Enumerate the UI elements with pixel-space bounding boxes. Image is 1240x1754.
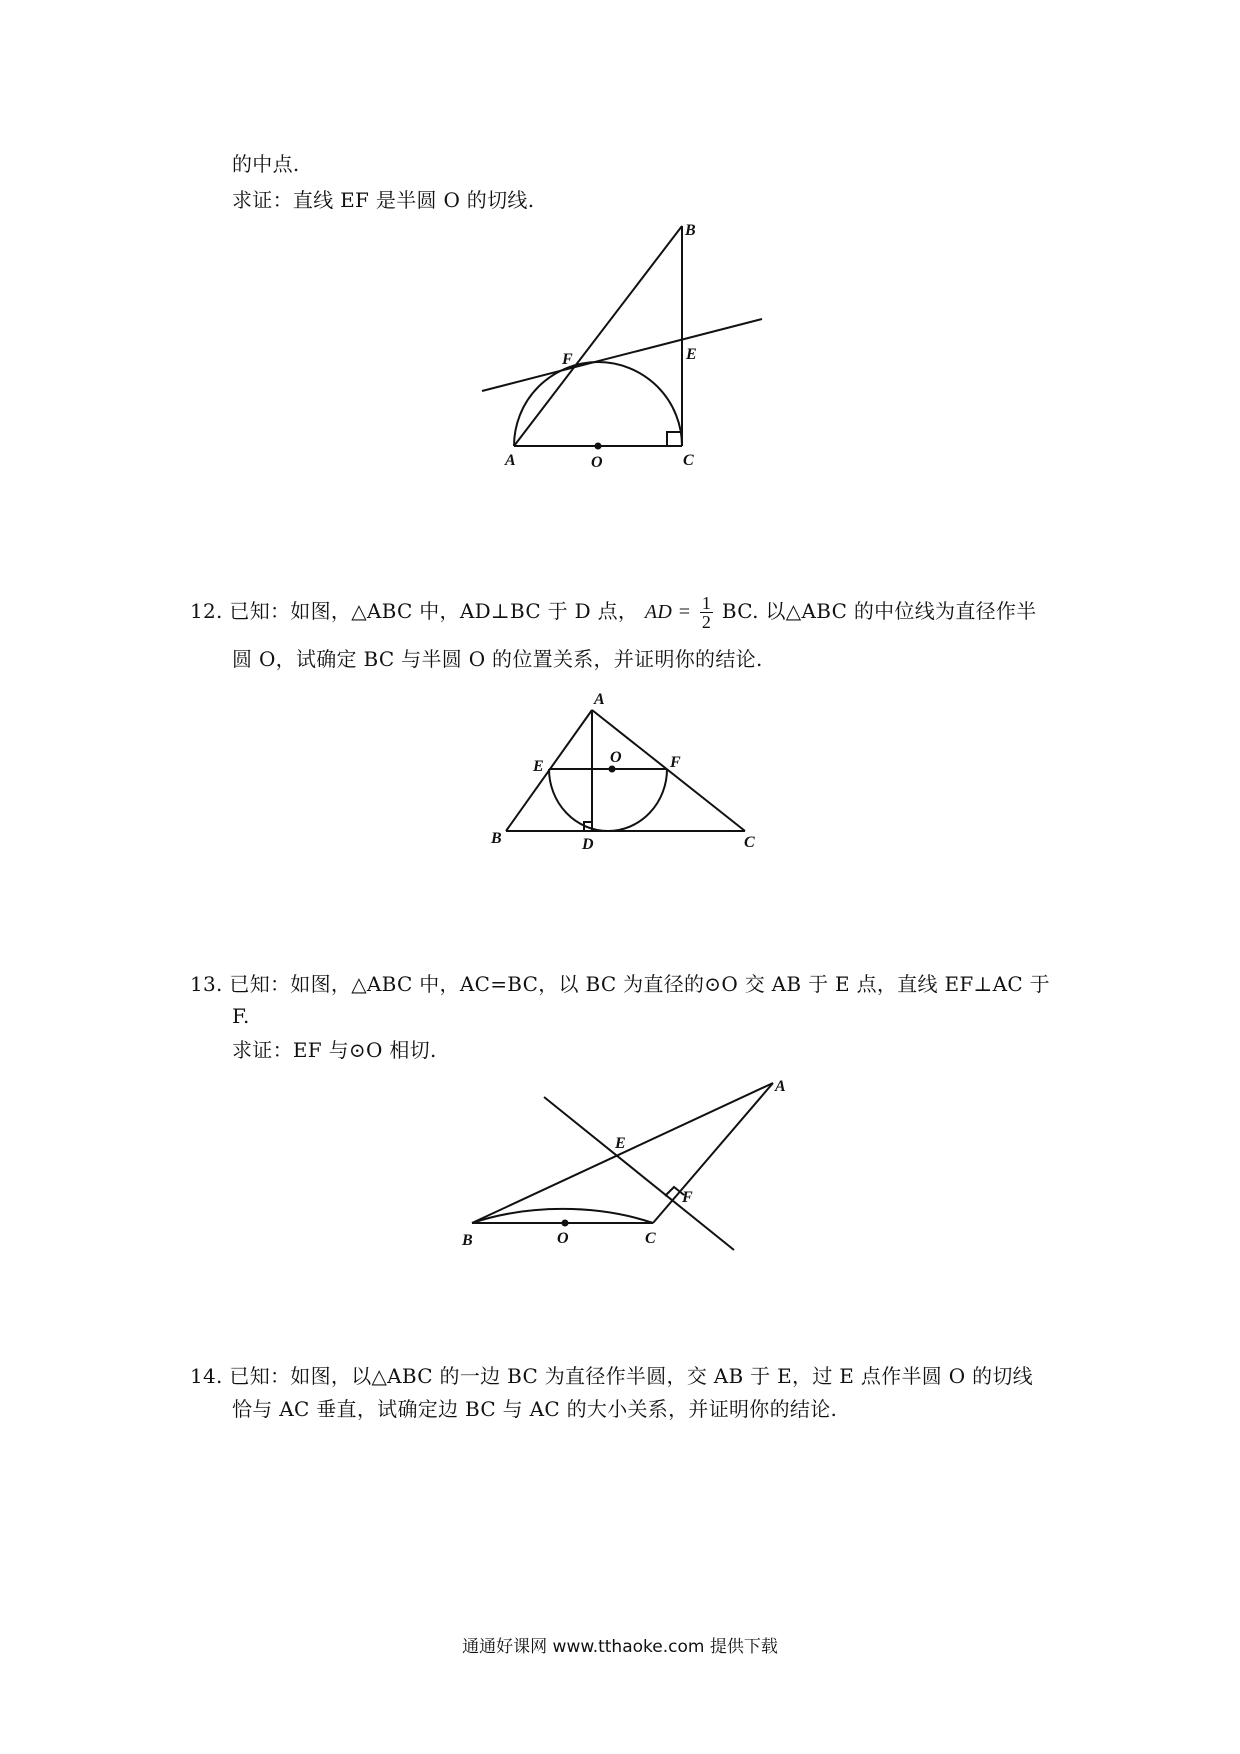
fraction-numerator: 1 <box>701 593 712 613</box>
label-b: B <box>491 830 502 847</box>
segment-ab <box>472 1083 773 1223</box>
label-e: E <box>533 758 544 775</box>
question-14-number: 14. <box>190 1364 223 1388</box>
figure-3 <box>472 1083 773 1250</box>
continuation-line-1: 的中点. <box>232 152 300 176</box>
page-footer: 通通好课网 www.tthaoke.com 提供下载 <box>462 1637 778 1657</box>
label-f: F <box>682 1189 693 1206</box>
center-o-dot <box>596 444 601 449</box>
label-c: C <box>744 834 755 851</box>
tangent-line-ef <box>482 319 762 391</box>
label-o: O <box>557 1230 569 1247</box>
label-e: E <box>686 346 697 363</box>
question-12-text-b: BC. 以△ABC 的中位线为直径作半 <box>721 599 1037 623</box>
label-a: A <box>775 1078 786 1095</box>
label-b: B <box>462 1232 473 1249</box>
question-13-number: 13. <box>190 972 223 996</box>
label-a: A <box>505 452 516 469</box>
center-o-dot <box>610 767 615 772</box>
continuation-line-2: 求证：直线 EF 是半圆 O 的切线. <box>232 188 535 212</box>
question-13-text: 已知：如图，△ABC 中，AC=BC，以 BC 为直径的⊙O 交 AB 于 E 点，直线 EF⊥AC 于 <box>229 972 1050 996</box>
fraction-denominator: 2 <box>701 612 712 632</box>
label-f: F <box>670 754 681 771</box>
label-b: B <box>685 222 696 239</box>
question-13-line-3: 求证：EF 与⊙O 相切. <box>232 1038 437 1062</box>
line-ef <box>544 1097 734 1250</box>
question-12-line-2: 圆 O，试确定 BC 与半圆 O 的位置关系，并证明你的结论. <box>232 647 763 671</box>
question-12-equation-lhs: AD = <box>644 601 692 623</box>
label-c: C <box>645 1230 656 1247</box>
figure-1 <box>482 226 762 449</box>
label-o: O <box>610 749 622 766</box>
label-d: D <box>582 836 594 853</box>
question-12-text-a: 已知：如图，△ABC 中，AD⊥BC 于 D 点， <box>229 599 639 623</box>
center-o-dot <box>563 1221 568 1226</box>
segment-ab <box>514 226 682 446</box>
semicircle-o <box>549 769 667 831</box>
label-f: F <box>562 351 573 368</box>
right-angle-mark <box>667 432 682 446</box>
label-o: O <box>591 454 603 471</box>
question-13-line-2: F. <box>232 1004 250 1028</box>
label-c: C <box>683 452 694 469</box>
question-14-text: 已知：如图，以△ABC 的一边 BC 为直径作半圆，交 AB 于 E，过 E 点作半圆 O 的切线 <box>229 1364 1033 1388</box>
segment-ac <box>653 1083 773 1223</box>
label-a: A <box>594 691 605 708</box>
semicircle-o <box>514 362 682 446</box>
question-12-number: 12. <box>190 599 223 623</box>
label-e: E <box>615 1135 626 1152</box>
question-14-line-2: 恰与 AC 垂直，试确定边 BC 与 AC 的大小关系，并证明你的结论. <box>232 1397 838 1421</box>
